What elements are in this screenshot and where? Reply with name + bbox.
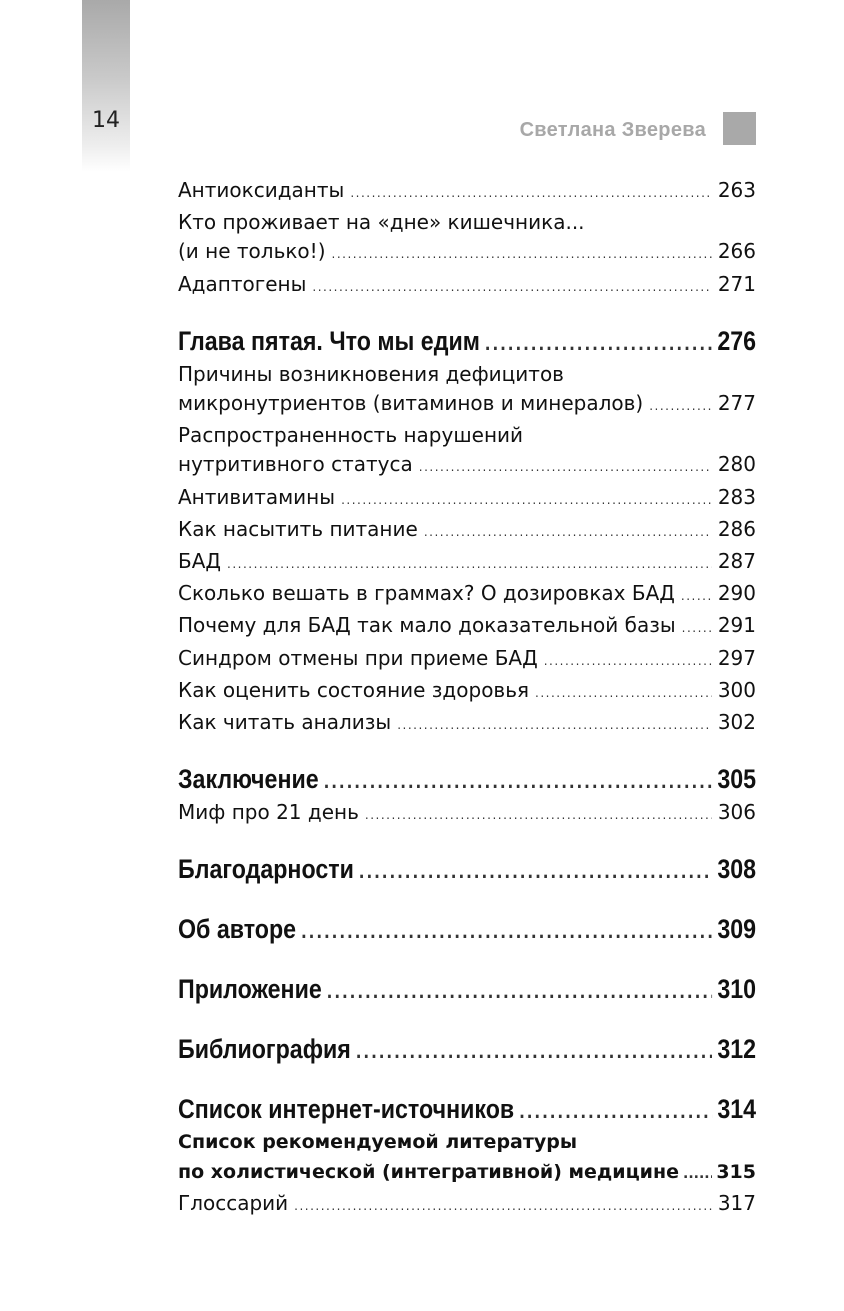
toc-chapter-appendix[interactable]: Приложение ..... 310 (178, 972, 756, 1008)
toc-entry-prevalence-line1[interactable]: Распространенность нарушений (178, 423, 524, 448)
table-of-contents (178, 176, 756, 1221)
toc-chapter-conclusion[interactable]: Заключение ..... 305 (178, 762, 756, 798)
toc-entry-recommended[interactable]: по холистической (интегративной) медицине ..... 315 (178, 1158, 756, 1189)
toc-entry-recommended-line1[interactable]: Список рекомендуемой литературы (178, 1131, 578, 1154)
toc-entry-bad[interactable]: БАД ..... 287 (178, 547, 756, 579)
toc-entry-myth21[interactable]: Миф про 21 день ..... 306 (178, 798, 756, 830)
running-head-square (723, 112, 756, 145)
toc-chapter-5[interactable]: Глава пятая. Что мы едим ..... 276 (178, 324, 756, 360)
toc-chapter-internet-sources[interactable]: Список интернет-источников ..... 314 (178, 1092, 756, 1128)
toc-entry-antioxidants[interactable]: Антиоксиданты ..... 263 (178, 176, 756, 208)
toc-entry-withdrawal[interactable]: Синдром отмены при приеме БАД ..... 297 (178, 644, 756, 676)
toc-entry-adaptogens[interactable]: Адаптогены ..... 271 (178, 270, 756, 302)
toc-entry-analyses[interactable]: Как читать анализы ..... 302 (178, 708, 756, 740)
toc-entry-glossary[interactable]: Глоссарий ..... 317 (178, 1189, 756, 1221)
toc-entry-deficit-causes[interactable]: микронутриентов (витаминов и минералов) ..... 277 (178, 389, 756, 421)
toc-entry-deficit-causes-line1[interactable]: Причины возникновения дефицитов (178, 361, 564, 386)
side-tab-band (82, 0, 130, 172)
toc-entry-health-state[interactable]: Как оценить состояние здоровья ..... 300 (178, 676, 756, 708)
toc-chapter-about-author[interactable]: Об авторе ..... 309 (178, 912, 756, 948)
toc-entry-antivitamins[interactable]: Антивитамины ..... 283 (178, 483, 756, 515)
page-number: 14 (92, 108, 120, 133)
toc-entry-saturate[interactable]: Как насытить питание ..... 286 (178, 515, 756, 547)
toc-entry-gut-dwellers-line1[interactable]: Кто проживает на «дне» кишечника... (178, 210, 585, 235)
toc-chapter-thanks[interactable]: Благодарности ..... 308 (178, 852, 756, 888)
toc-entry-dosage[interactable]: Сколько вешать в граммах? О дозировках БАД ..... 290 (178, 579, 756, 611)
running-head-author: Светлана Зверева (519, 119, 706, 141)
toc-entry-gut-dwellers[interactable]: (и не только!) ..... 266 (178, 237, 756, 269)
toc-entry-prevalence[interactable]: нутритивного статуса ..... 280 (178, 450, 756, 482)
toc-entry-evidence[interactable]: Почему для БАД так мало доказательной базы ..... 291 (178, 611, 756, 643)
toc-chapter-bibliography[interactable]: Библиография ..... 312 (178, 1032, 756, 1068)
